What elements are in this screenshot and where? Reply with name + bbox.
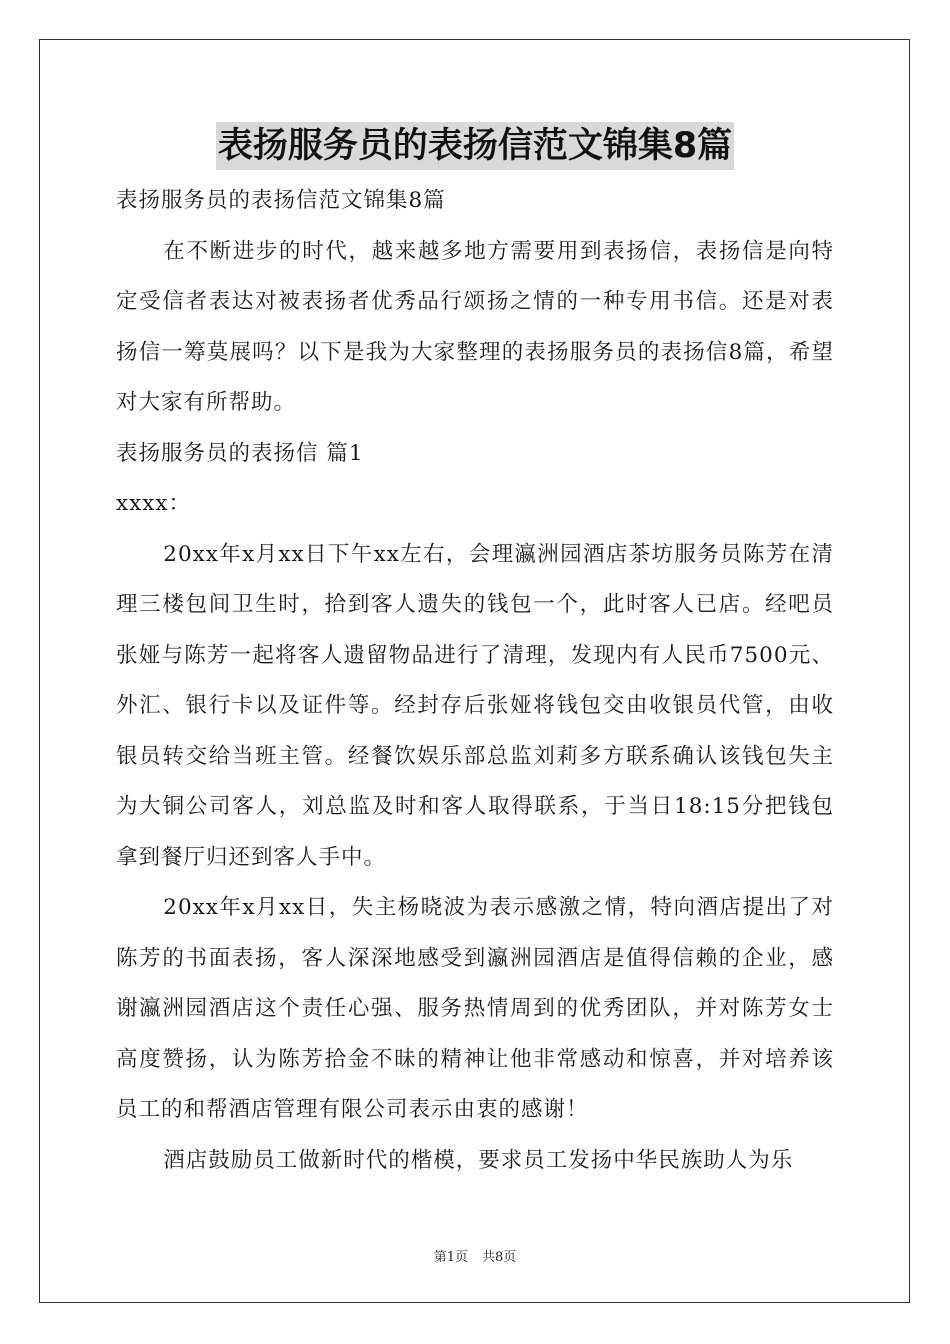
salutation: xxxx： [116,491,192,516]
paragraph-intro: 在不断进步的时代，越来越多地方需要用到表扬信，表扬信是向特定受信者表达对被表扬者优秀品行颂扬之情的一种专用书信。还是对表扬信一筹莫展吗？以下是我为大家整理的表扬服务员的表扬信8篇，希望对大家有所帮助。 [116,238,834,415]
section-heading: 表扬服务员的表扬信 篇1 [116,440,364,466]
page-footer [0,1246,950,1265]
document-subtitle: 表扬服务员的表扬信范文锦集8篇 [116,188,446,213]
page-total: 共8页 [482,1250,517,1265]
paragraph-body-3: 酒店鼓励员工做新时代的楷模，要求员工发扬中华民族助人为乐 [163,1147,794,1173]
document-body [116,176,834,1186]
page-number: 第1页 [433,1250,468,1265]
document-title: 表扬服务员的表扬信范文锦集8篇 [216,122,734,170]
title-wrap [0,122,950,170]
paragraph-body-1: 20xx年x月xx日下午xx左右，会理瀛洲园酒店茶坊服务员陈芳在清理三楼包间卫生时，拾到客人遗失的钱包一个，此时客人已店。经吧员张娅与陈芳一起将客人遗留物品进行了清理，发现内有人民币7500元、外汇、银行卡以及证件等。经封存后张娅将钱包交由收银员代管，由收银员转交给当班主管。经餐饮娱乐部总监刘莉多方联系确认该钱包失主为大铜公司客人，刘总监及时和客人取得联系，于当日18:15分把钱包拿到餐厅归还到客人手中。 [116,541,834,870]
paragraph-body-2: 20xx年x月xx日，失主杨晓波为表示感激之情，特向酒店提出了对陈芳的书面表扬，客人深深地感受到瀛洲园酒店是值得信赖的企业，感谢瀛洲园酒店这个责任心强、服务热情周到的优秀团队，并对陈芳女士高度赞扬，认为陈芳拾金不昧的精神让他非常感动和惊喜，并对培养该员工的和帮酒店管理有限公司表示由衷的感谢！ [116,895,834,1122]
